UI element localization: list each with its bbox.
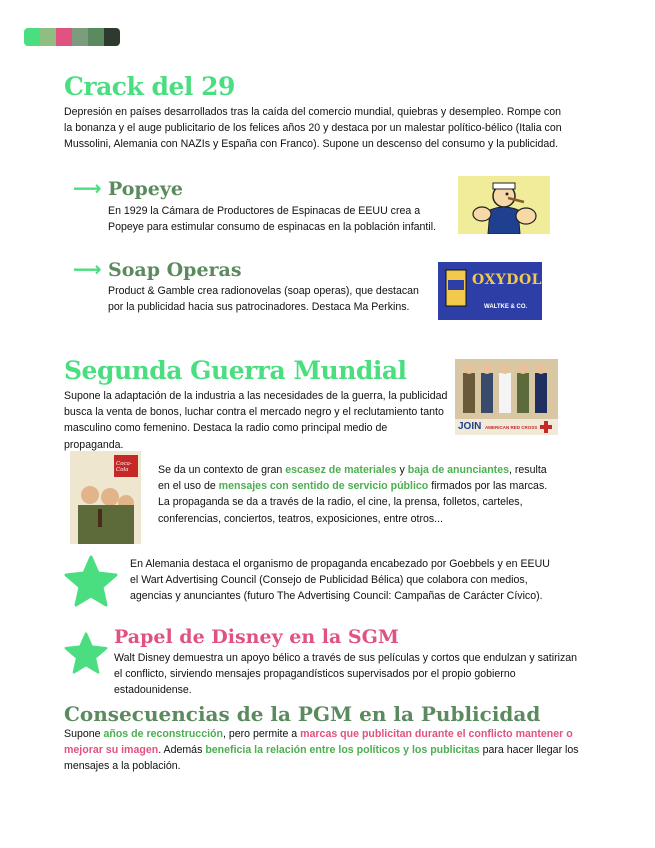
- text-run: firmados por las marcas. La propaganda se da a través de la radio, el cine, la prensa, folletos, carteles, conferencias, conciertos, teatros, exposiciones, entre otros...: [158, 480, 548, 525]
- text-run: para hacer llegar los mensajes a la población.: [64, 744, 579, 773]
- oxydol-subtext: WALTKE & CO.: [484, 304, 528, 310]
- swatch: [24, 28, 40, 46]
- consequences-paragraph: [64, 726, 594, 775]
- text-run: Se da un contexto de gran: [158, 464, 286, 476]
- arrow-right-icon: ⟶: [73, 176, 102, 200]
- ww2-paragraph: Supone la adaptación de la industria a las necesidades de la guerra, la publicidad busca la venta de bonos, luchar contra el mercado negro y el reclutamiento tanto masculino como femenino. Destaca la radio como principal medio de propaganda.: [64, 390, 448, 451]
- arrow-right-icon: ⟶: [73, 257, 102, 281]
- highlight-green: escasez de materiales: [285, 464, 397, 476]
- disney-paragraph: Walt Disney demuestra un apoyo bélico a través de sus películas y cortos que endulzan y satirizan el conflicto, sirviendo mensajes propagandísticos supervisados por el propio gobierno estadounidense.: [114, 652, 578, 697]
- text-run: Supone: [64, 728, 104, 740]
- swatch: [40, 28, 56, 46]
- swatch: [104, 28, 120, 46]
- coca-cola-ad-image: [70, 451, 141, 544]
- star-icon: [64, 632, 108, 674]
- text-run: y: [396, 464, 408, 476]
- oxydol-ad-image: [438, 262, 542, 320]
- soap-paragraph: Product & Gamble crea radionovelas (soap operas), que destacan por la publicidad hacia sus patrocinadores. Destaca Ma Perkins.: [108, 285, 419, 314]
- ww2-context-paragraph: [158, 462, 558, 527]
- crack-paragraph: Depresión en países desarrollados tras la caída del comercio mundial, quiebras y desempleo. Rompe con la bonanza y el auge publicitario de los felices años 20 y destaca por un malestar político-bélico (Italia con Mussolini, Alemania con NAZIs y España con Franco). Supone un descenso del consumo y la publicidad.: [64, 106, 562, 151]
- ad-brand-text: Coca-Cola: [116, 461, 132, 473]
- oxydol-brand: OXYDOL: [472, 272, 542, 288]
- consequences-title: Consecuencias de la PGM en la Publicidad: [64, 702, 541, 726]
- disney-title: Papel de Disney en la SGM: [114, 626, 399, 648]
- soap-title: Soap Operas: [108, 259, 242, 281]
- text-run: , pero permite a: [222, 728, 301, 740]
- ww2-text: [64, 388, 448, 453]
- popeye-image: [458, 176, 550, 234]
- germany-paragraph: En Alemania destaca el organismo de propaganda encabezado por Goebbels y en EEUU el Wart Advertising Council (Consejo de Publicidad Bélica) que colabora con medios, agencias y anunciantes (futuro The Advertising Council: Campañas de Carácter Cívico).: [130, 558, 550, 603]
- highlight-green: años de reconstrucción: [103, 728, 223, 740]
- text-run: . Además: [158, 744, 206, 757]
- soap-text: [108, 283, 428, 315]
- star-icon: [64, 555, 118, 607]
- crack-title: Crack del 29: [64, 72, 235, 101]
- highlight-green: mensajes con sentido de servicio público: [218, 480, 429, 493]
- swatch: [56, 28, 72, 46]
- popeye-text: [108, 203, 438, 235]
- crack-text: [64, 104, 564, 153]
- highlight-pink: marcas que publicitan durante el conflicto mantener o mejorar su imagen: [64, 728, 573, 757]
- disney-text: [114, 650, 584, 699]
- popeye-paragraph: En 1929 la Cámara de Productores de Espinacas de EEUU crea a Popeye para estimular consumo de espinacas en la población infantil.: [108, 205, 437, 234]
- swatch: [88, 28, 104, 46]
- germany-text: [130, 556, 550, 605]
- red-cross-poster-image: [455, 359, 558, 435]
- highlight-green: beneficia la relación entre los políticos y los publicitas: [205, 744, 480, 757]
- poster-cross-text: AMERICAN RED CROSS: [485, 425, 538, 430]
- color-swatch-bar: [24, 28, 120, 46]
- popeye-title: Popeye: [108, 178, 183, 200]
- swatch: [72, 28, 88, 46]
- text-run: , resulta en el uso de: [158, 464, 547, 493]
- consequences-text: [64, 726, 594, 775]
- ww2-context-text: [158, 462, 558, 527]
- ww2-title: Segunda Guerra Mundial: [64, 356, 407, 385]
- highlight-green: baja de anunciantes: [407, 464, 509, 476]
- poster-join-text: JOIN: [458, 421, 482, 432]
